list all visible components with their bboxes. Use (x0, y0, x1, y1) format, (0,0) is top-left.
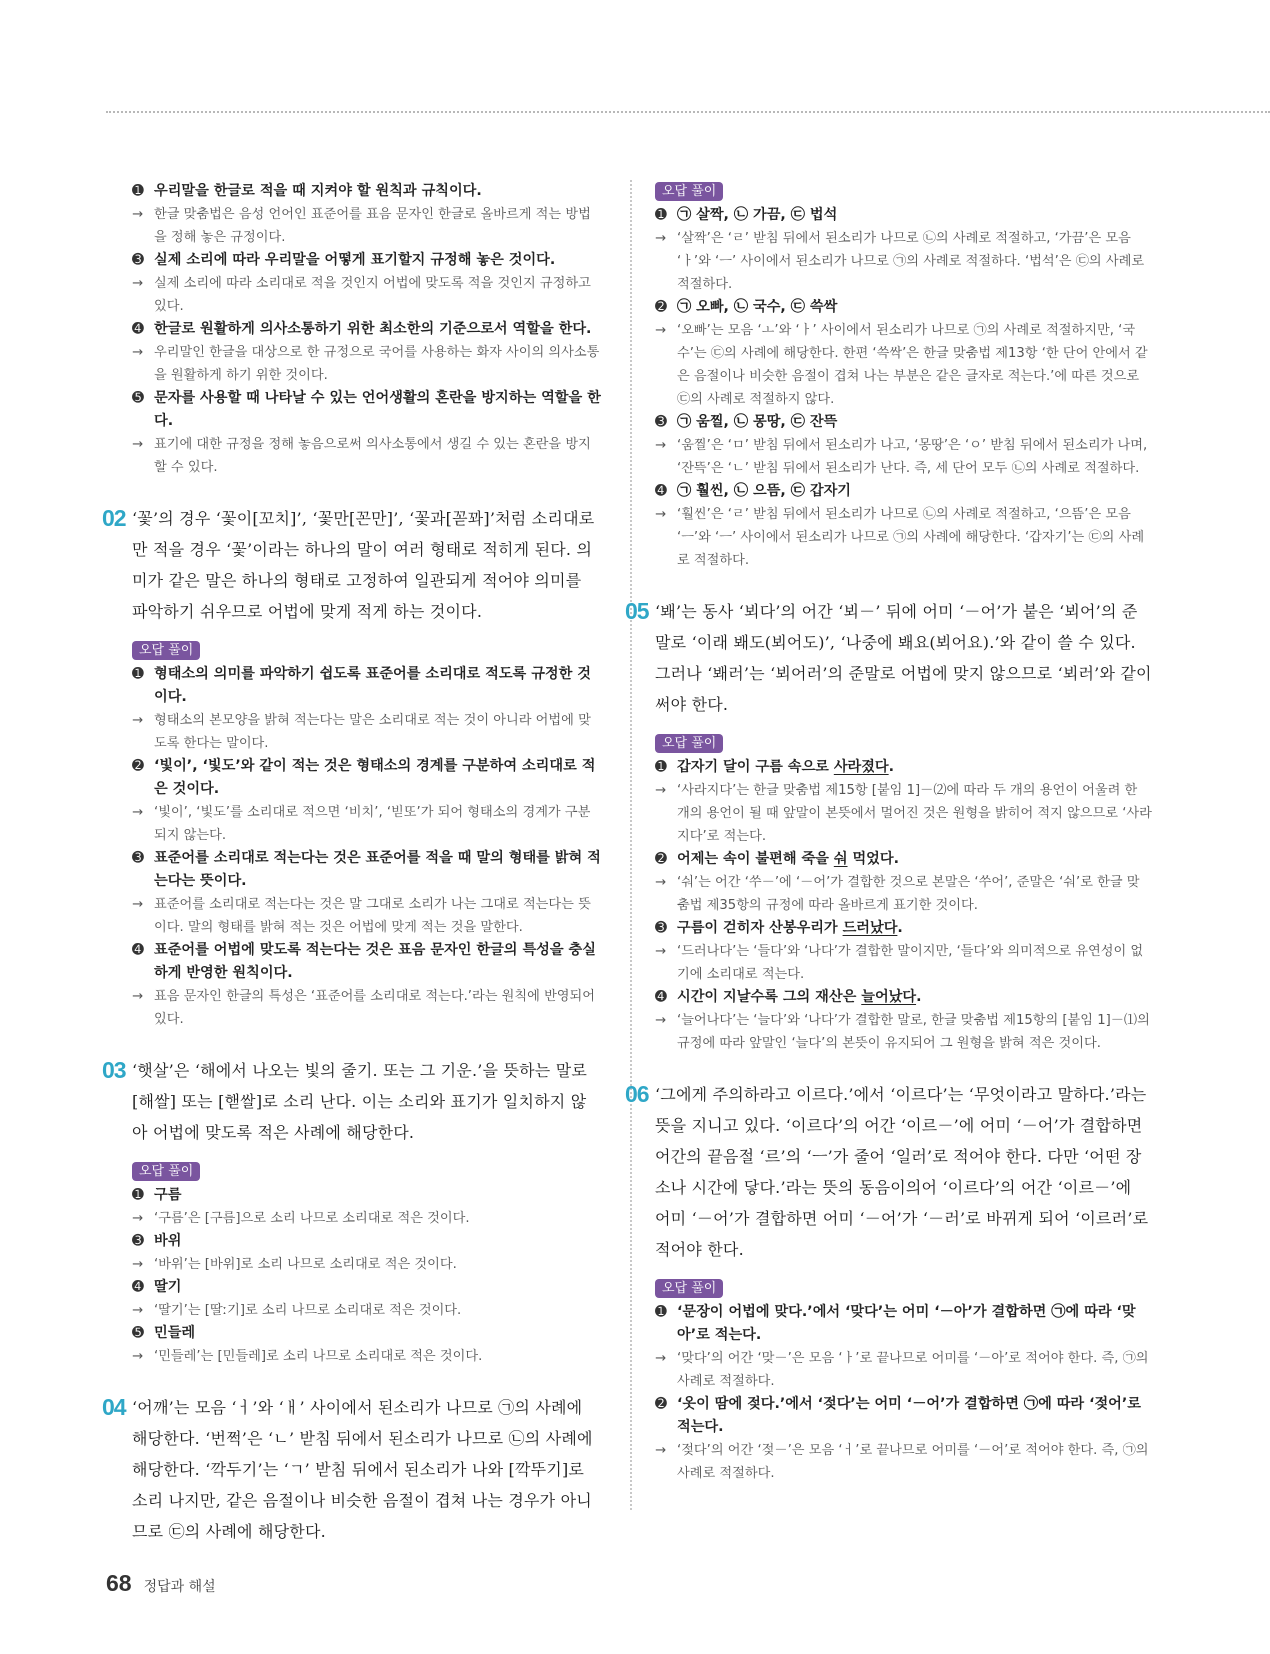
question-answer-text: ‘꽃’의 경우 ‘꽃이[꼬치]’, ‘꽃만[꼰만]’, ‘꽃과[꼳꽈]’처럼 소리대로만 적을 경우 ‘꽃’이라는 하나의 말이 여러 형태로 적히게 된다. 의미가 같은 말은 하나의 형태로 고정하여 일관되게 적어야 의미를 파악하기 쉬우므로 어법에 맞게 적게 하는 것이다. (132, 509, 595, 621)
arrow-icon: → (132, 276, 144, 291)
option-number: ➌ (655, 414, 667, 430)
option-text: ‘빛이’, ‘빛도’와 같이 적는 것은 형태소의 경계를 구분하여 소리대로 적은 것이다. (154, 758, 596, 797)
right-column (625, 180, 1152, 1485)
arrow-icon: → (655, 231, 667, 246)
footer-label: 정답과 해설 (143, 1579, 216, 1595)
option-item (655, 296, 1152, 411)
arrow-icon: → (655, 944, 667, 959)
option-item (132, 387, 602, 479)
option-explanation: ‘맞다’의 어간 ‘맞－’은 모음 ‘ㅏ’로 끝나므로 어미를 ‘－아’로 적어야 한다. 즉, ㉠의 사례로 적절하다. (677, 1351, 1149, 1389)
option-explanation: 우리말인 한글을 대상으로 한 규정으로 국어를 사용하는 화자 사이의 의사소통을 원활하게 하기 위한 것이다. (154, 345, 600, 383)
option-text-end: 먹었다. (847, 851, 899, 867)
option-explanation: ‘구름’은 [구름]으로 소리 나므로 소리대로 적은 것이다. (154, 1211, 470, 1226)
page-footer (106, 1570, 216, 1597)
option-number: ➎ (132, 1325, 144, 1341)
option-item (132, 318, 602, 387)
option-item (655, 986, 1152, 1055)
question-06 (625, 1079, 1152, 1485)
question-number: 05 (625, 598, 649, 624)
option-text: 바위 (154, 1233, 182, 1249)
option-item (655, 756, 1152, 848)
option-number: ➊ (132, 1187, 144, 1203)
question-05 (625, 596, 1152, 1055)
question-02 (102, 503, 602, 1031)
option-text: 실제 소리에 따라 우리말을 어떻게 표기할지 규정해 놓은 것이다. (154, 252, 556, 268)
option-text: ㉠ 오빠, ㉡ 국수, ㉢ 쓱싹 (677, 299, 838, 315)
q01-options (132, 180, 602, 479)
underlined-word: 숴 (833, 851, 848, 867)
option-text: ‘문장이 어법에 맞다.’에서 ‘맞다’는 어미 ‘－아’가 결합하면 ㉠에 따라 ‘맞아’로 적는다. (677, 1304, 1136, 1343)
option-text-end: . (888, 759, 895, 775)
option-number: ➊ (655, 1304, 667, 1320)
arrow-icon: → (132, 437, 144, 452)
page-number: 68 (106, 1570, 132, 1596)
option-explanation: ‘살짝’은 ‘ㄹ’ 받침 뒤에서 된소리가 나므로 ㉡의 사례로 적절하고, ‘가끔’은 모음 ‘ㅏ’와 ‘ㅡ’ 사이에서 된소리가 나므로 ㉠의 사례로 적절하다. ‘법석’은 ㉢의 사례로 적절하다. (677, 231, 1145, 292)
option-text: 어제는 속이 불편해 죽을 (677, 851, 834, 867)
question-number: 04 (102, 1394, 126, 1420)
option-text: 형태소의 의미를 파악하기 쉽도록 표준어를 소리대로 적도록 규정한 것이다. (154, 666, 591, 705)
option-number: ➊ (655, 207, 667, 223)
option-number: ➍ (132, 321, 144, 337)
question-03 (102, 1055, 602, 1368)
arrow-icon: → (132, 1211, 144, 1226)
wrong-answer-badge: 오답 풀이 (655, 734, 723, 753)
option-item (132, 847, 602, 939)
option-item (655, 917, 1152, 986)
option-text: 우리말을 한글로 적을 때 지켜야 할 원칙과 규칙이다. (154, 183, 482, 199)
option-number: ➌ (132, 252, 144, 268)
option-number: ➍ (655, 989, 667, 1005)
option-text-end: . (897, 920, 903, 936)
option-item (132, 939, 602, 1031)
option-text: ‘옷이 땀에 젖다.’에서 ‘젖다’는 어미 ‘－어’가 결합하면 ㉠에 따라 ‘젖어’로 적는다. (677, 1396, 1141, 1435)
arrow-icon: → (655, 875, 667, 890)
option-number: ➌ (132, 1233, 144, 1249)
question-answer-text: ‘어깨’는 모음 ‘ㅓ’와 ‘ㅐ’ 사이에서 된소리가 나므로 ㉠의 사례에 해당한다. ‘번쩍’은 ‘ㄴ’ 받침 뒤에서 된소리가 나므로 ㉡의 사례에 해당한다. ‘깍두기’는 ‘ㄱ’ 받침 뒤에서 된소리가 나와 [깍뚜기]로 소리 나지만, 같은 음절이나 비슷한 음절이 겹쳐 나는 경우가 아니므로 ㉢의 사례에 해당한다. (132, 1398, 593, 1541)
option-number: ➊ (132, 183, 144, 199)
option-text: 갑자기 달이 구름 속으로 (677, 759, 834, 775)
option-number: ➍ (132, 1279, 144, 1295)
arrow-icon: → (655, 507, 667, 522)
option-item (132, 1322, 602, 1368)
arrow-icon: → (132, 207, 144, 222)
option-explanation: ‘사라지다’는 한글 맞춤법 제15항 [붙임 1]－⑵에 따라 두 개의 용언이 어울려 한 개의 용언이 될 때 앞말이 본뜻에서 멀어진 것은 원형을 밝히어 적지 않으므로 ‘사라지다’로 적는다. (677, 783, 1152, 844)
arrow-icon: → (132, 897, 144, 912)
option-number: ➊ (132, 666, 144, 682)
option-number: ➋ (655, 1396, 667, 1412)
option-text: 표준어를 어법에 맞도록 적는다는 것은 표음 문자인 한글의 특성을 충실하게 반영한 원칙이다. (154, 942, 596, 981)
underlined-word: 늘어났다 (861, 989, 917, 1005)
wrong-answer-badge: 오답 풀이 (655, 182, 723, 201)
option-explanation: ‘바위’는 [바위]로 소리 나므로 소리대로 적은 것이다. (154, 1257, 457, 1272)
arrow-icon: → (655, 438, 667, 453)
option-explanation: ‘움찔’은 ‘ㅁ’ 받침 뒤에서 된소리가 나고, ‘몽땅’은 ‘ㅇ’ 받침 뒤에서 된소리가 나며, ‘잔뜩’은 ‘ㄴ’ 받침 뒤에서 된소리가 난다. 즉, 세 단어 모두 ㉡의 사례로 적절하다. (677, 438, 1148, 476)
option-item (132, 755, 602, 847)
question-number: 02 (102, 505, 126, 531)
option-item (655, 411, 1152, 480)
option-text: 문자를 사용할 때 나타날 수 있는 언어생활의 혼란을 방지하는 역할을 한다. (154, 390, 601, 429)
option-item (132, 1184, 602, 1230)
option-text: ㉠ 움찔, ㉡ 몽땅, ㉢ 잔뜩 (677, 414, 838, 430)
arrow-icon: → (655, 1443, 667, 1458)
question-number: 03 (102, 1057, 126, 1083)
arrow-icon: → (655, 783, 667, 798)
option-explanation: ‘훨씬’은 ‘ㄹ’ 받침 뒤에서 된소리가 나므로 ㉡의 사례로 적절하고, ‘으뜸’은 모음 ‘ㅡ’와 ‘ㅡ’ 사이에서 된소리가 나므로 ㉠의 사례에 해당한다. ‘갑자기’는 ㉢의 사례로 적절하다. (677, 507, 1145, 568)
underlined-word: 사라졌다 (833, 759, 889, 775)
arrow-icon: → (132, 713, 144, 728)
option-text: 구름 (154, 1187, 182, 1203)
option-item (132, 1276, 602, 1322)
option-number: ➎ (132, 390, 144, 406)
option-explanation: ‘민들레’는 [민들레]로 소리 나므로 소리대로 적은 것이다. (154, 1349, 483, 1364)
column-divider (630, 180, 632, 1510)
option-explanation: ‘드러나다’는 ‘들다’와 ‘나다’가 결합한 말이지만, ‘들다’와 의미적으로 유연성이 없기에 소리대로 적는다. (677, 944, 1144, 982)
question-answer-text: ‘햇살’은 ‘해에서 나오는 빛의 줄기. 또는 그 기운.’을 뜻하는 말로 [해쌀] 또는 [핻쌀]로 소리 난다. 이는 소리와 표기가 일치하지 않아 어법에 맞도록 적은 사례에 해당한다. (132, 1061, 588, 1142)
option-number: ➋ (655, 299, 667, 315)
underlined-word: 드러났다 (842, 920, 898, 936)
option-text: ㉠ 살짝, ㉡ 가끔, ㉢ 법석 (677, 207, 838, 223)
arrow-icon: → (132, 989, 144, 1004)
option-explanation: 형태소의 본모양을 밝혀 적는다는 말은 소리대로 적는 것이 아니라 어법에 맞도록 한다는 말이다. (154, 713, 591, 751)
option-explanation: ‘젖다’의 어간 ‘젖－’은 모음 ‘ㅓ’로 끝나므로 어미를 ‘－어’로 적어야 한다. 즉, ㉠의 사례로 적절하다. (677, 1443, 1149, 1481)
question-04 (102, 1392, 602, 1547)
option-explanation: ‘숴’는 어간 ‘쑤－’에 ‘－어’가 결합한 것으로 본말은 ‘쑤어’, 준말은 ‘숴’로 한글 맞춤법 제35항의 규정에 따라 올바르게 표기한 것이다. (677, 875, 1140, 913)
option-item (655, 204, 1152, 296)
arrow-icon: → (655, 323, 667, 338)
arrow-icon: → (132, 1257, 144, 1272)
option-explanation: ‘오빠’는 모음 ‘ㅗ’와 ‘ㅏ’ 사이에서 된소리가 나므로 ㉠의 사례로 적절하지만, ‘국수’는 ㉢의 사례에 해당한다. 한편 ‘쓱싹’은 한글 맞춤법 제13항 ‘한 단어 안에서 같은 음절이나 비슷한 음절이 겹쳐 나는 부분은 같은 글자로 적는다.’에 따른 것으로 ㉢의 사례로 적절하지 않다. (677, 323, 1148, 407)
option-item (655, 1301, 1152, 1393)
arrow-icon: → (655, 1013, 667, 1028)
option-text: ㉠ 훨씬, ㉡ 으뜸, ㉢ 갑자기 (677, 483, 851, 499)
option-text: 민들레 (154, 1325, 196, 1341)
option-item (132, 663, 602, 755)
arrow-icon: → (132, 1349, 144, 1364)
arrow-icon: → (132, 805, 144, 820)
arrow-icon: → (132, 1303, 144, 1318)
option-explanation: 실제 소리에 따라 소리대로 적을 것인지 어법에 맞도록 적을 것인지 규정하고 있다. (154, 276, 591, 314)
q04-wrong-answers (655, 180, 1152, 572)
option-item (655, 848, 1152, 917)
left-column (102, 180, 602, 1547)
option-number: ➍ (132, 942, 144, 958)
wrong-answer-badge: 오답 풀이 (132, 641, 200, 660)
option-explanation: ‘늘어나다’는 ‘늘다’와 ‘나다’가 결합한 말로, 한글 맞춤법 제15항의 [붙임 1]－⑴의 규정에 따라 앞말인 ‘늘다’의 본뜻이 유지되어 그 원형을 밝혀 적은 것이다. (677, 1013, 1150, 1051)
arrow-icon: → (132, 345, 144, 360)
option-number: ➋ (655, 851, 667, 867)
option-text: 한글로 원활하게 의사소통하기 위한 최소한의 기준으로서 역할을 한다. (154, 321, 592, 337)
option-explanation: 표기에 대한 규정을 정해 놓음으로써 의사소통에서 생길 수 있는 혼란을 방지할 수 있다. (154, 437, 591, 475)
question-number: 06 (625, 1081, 649, 1107)
option-item (655, 1393, 1152, 1485)
option-explanation: ‘빛이’, ‘빛도’를 소리대로 적으면 ‘비치’, ‘빋또’가 되어 형태소의 경계가 구분되지 않는다. (154, 805, 591, 843)
question-answer-text: ‘그에게 주의하라고 이르다.’에서 ‘이르다’는 ‘무엇이라고 말하다.’라는 뜻을 지니고 있다. ‘이르다’의 어간 ‘이르－’에 어미 ‘－어’가 결합하면 어간의 끝음절 ‘르’의 ‘ㅡ’가 줄어 ‘일러’로 적어야 한다. 다만 ‘어떤 장소나 시간에 닿다.’라는 뜻의 동음이의어 ‘이르다’의 어간 ‘이르－’에 어미 ‘－어’가 결합하면 어미 ‘－어’가 ‘－러’로 바뀌게 되어 ‘이르러’로 적어야 한다. (655, 1085, 1149, 1259)
option-item (132, 1230, 602, 1276)
option-explanation: 표준어를 소리대로 적는다는 것은 말 그대로 소리가 나는 그대로 적는다는 뜻이다. 말의 형태를 밝혀 적는 것은 어법에 맞게 적는 것을 말한다. (154, 897, 591, 935)
option-number: ➊ (655, 759, 667, 775)
arrow-icon: → (655, 1351, 667, 1366)
wrong-answer-badge: 오답 풀이 (132, 1162, 200, 1181)
option-item (132, 180, 602, 249)
option-text: 표준어를 소리대로 적는다는 것은 표준어를 적을 때 말의 형태를 밝혀 적는다는 뜻이다. (154, 850, 601, 889)
option-number: ➍ (655, 483, 667, 499)
option-item (132, 249, 602, 318)
wrong-answer-badge: 오답 풀이 (655, 1279, 723, 1298)
option-number: ➋ (132, 758, 144, 774)
option-explanation: ‘딸기’는 [딸ː기]로 소리 나므로 소리대로 적은 것이다. (154, 1303, 462, 1318)
option-text: 구름이 걷히자 산봉우리가 (677, 920, 843, 936)
option-explanation: 한글 맞춤법은 음성 언어인 표준어를 표음 문자인 한글로 올바르게 적는 방법을 정해 놓은 규정이다. (154, 207, 591, 245)
option-number: ➌ (655, 920, 667, 936)
option-explanation: 표음 문자인 한글의 특성은 ‘표준어를 소리대로 적는다.’라는 원칙에 반영되어 있다. (154, 989, 596, 1027)
option-text-end: . (916, 989, 922, 1005)
question-answer-text: ‘봬’는 동사 ‘뵈다’의 어간 ‘뵈－’ 뒤에 어미 ‘－어’가 붙은 ‘뵈어’의 준말로 ‘이래 봬도(뵈어도)’, ‘나중에 봬요(뵈어요).’와 같이 쓸 수 있다. 그러나 ‘봬러’는 ‘뵈어러’의 준말로 어법에 맞지 않으므로 ‘뵈러’와 같이 써야 한다. (655, 602, 1152, 714)
option-item (655, 480, 1152, 572)
option-text: 딸기 (154, 1279, 182, 1295)
top-dotted-rule (106, 111, 1270, 113)
option-text: 시간이 지날수록 그의 재산은 (677, 989, 862, 1005)
option-number: ➌ (132, 850, 144, 866)
